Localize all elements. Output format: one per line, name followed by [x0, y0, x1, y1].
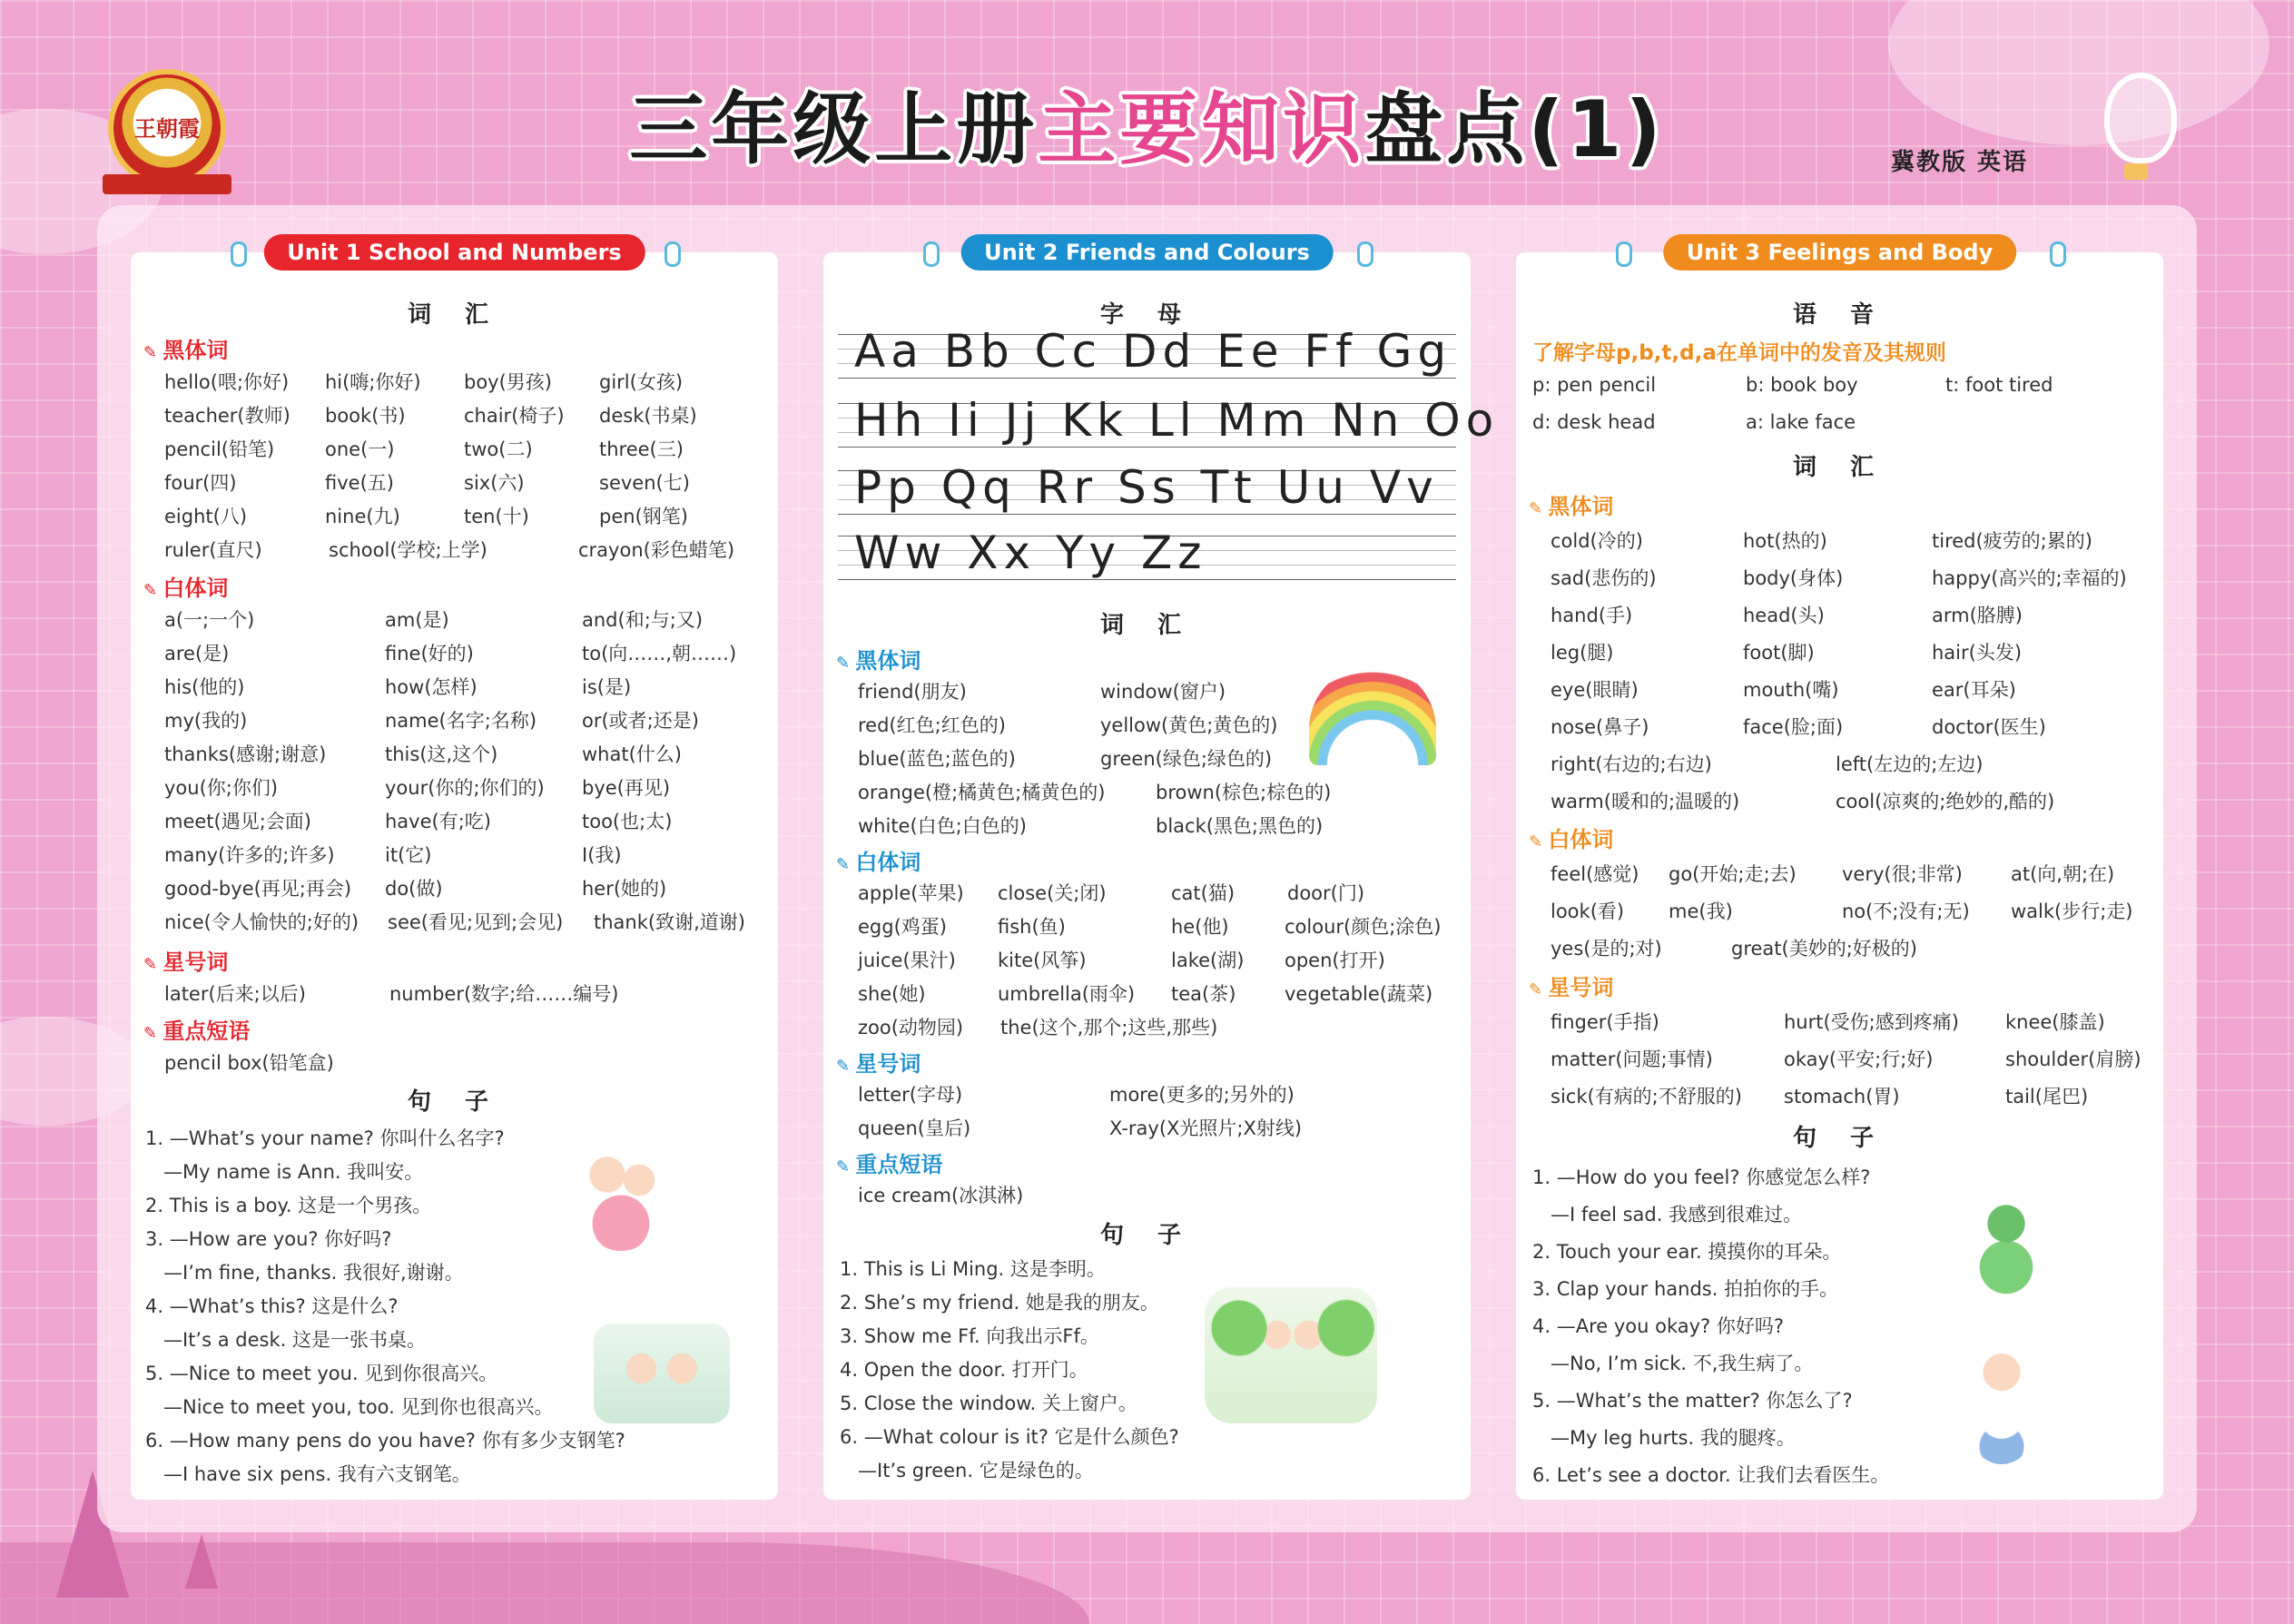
word: very(很;非常): [1842, 863, 1963, 885]
word: mouth(嘴): [1743, 679, 1839, 701]
sentence: 2. Touch your ear. 摸摸你的耳朵。: [1532, 1241, 1842, 1263]
word: arm(胳膊): [1932, 605, 2023, 626]
subsection-white: ✎ 白体词: [1529, 822, 1613, 853]
word: a(一;一个): [164, 609, 255, 631]
word: the(这个,那个;这些,那些): [1000, 1017, 1218, 1038]
tree-decoration-small: [185, 1534, 218, 1589]
word: blue(蓝色;蓝色的): [858, 748, 1016, 770]
ring-icon: [1616, 241, 1632, 267]
word: left(左边的;左边): [1836, 753, 1984, 775]
phrase: pencil box(铅笔盒): [164, 1052, 334, 1074]
word: eye(眼睛): [1551, 679, 1639, 701]
word: at(向,朝;在): [2011, 863, 2115, 885]
unit-1-panel: [131, 240, 778, 1500]
girls-illustration: [576, 1142, 666, 1251]
phonics-item: d: desk head: [1532, 411, 1656, 433]
word: cool(凉爽的;绝妙的,酷的): [1836, 791, 2055, 812]
sentence: 2. She’s my friend. 她是我的朋友。: [840, 1292, 1159, 1314]
word: ear(耳朵): [1932, 679, 2016, 701]
word: boy(男孩): [464, 371, 552, 393]
sentence: —It’s green. 它是绿色的。: [858, 1460, 1094, 1481]
word: open(打开): [1285, 950, 1385, 971]
word: tail(尾巴): [2005, 1086, 2089, 1107]
section-sentences: 句 子: [1792, 1125, 1887, 1152]
word: how(怎样): [385, 676, 478, 698]
word: desk(书桌): [599, 405, 697, 427]
word: see(看见;见到;会见): [388, 911, 564, 933]
hill-decoration: [0, 1542, 1089, 1624]
sentence: 6. —How many pens do you have? 你有多少支钢笔?: [145, 1430, 625, 1452]
word: walk(步行;走): [2011, 901, 2133, 922]
alphabet-row: Aa Bb Cc Dd Ee Ff Gg: [854, 325, 1452, 378]
word: white(白色;白色的): [858, 815, 1027, 837]
word: vegetable(蔬菜): [1285, 983, 1433, 1005]
word: look(看): [1551, 901, 1625, 922]
sentence: —I’m fine, thanks. 我很好,谢谢。: [163, 1262, 464, 1284]
word: he(他): [1171, 916, 1229, 938]
word: orange(橙;橘黄色;橘黄色的): [858, 782, 1106, 803]
word: school(学校;上学): [329, 539, 487, 561]
sentence: 5. Close the window. 关上窗户。: [840, 1393, 1137, 1414]
sentence: 2. This is a boy. 这是一个男孩。: [145, 1195, 432, 1216]
word: thanks(感谢;谢意): [164, 743, 327, 765]
word: more(更多的;另外的): [1109, 1084, 1295, 1106]
word: matter(问题;事情): [1551, 1048, 1713, 1070]
sentence: —My name is Ann. 我叫安。: [163, 1161, 424, 1183]
logo-text: 王朝霞: [134, 115, 200, 142]
word: face(脸;面): [1743, 716, 1844, 738]
word: X-ray(X光照片;X射线): [1109, 1117, 1303, 1139]
word: window(窗户): [1100, 681, 1226, 703]
rainbow-illustration: [1309, 665, 1436, 765]
ring-icon: [231, 241, 247, 267]
word: five(五): [325, 472, 394, 494]
sentence: 4. Open the door. 打开门。: [840, 1359, 1088, 1381]
word: two(二): [464, 438, 533, 460]
word: cold(冷的): [1551, 530, 1643, 552]
alphabet-row: Pp Qq Rr Ss Tt Uu Vv: [854, 461, 1439, 514]
word: hello(喂;你好): [164, 371, 290, 393]
title-part-1: 三年级上册: [629, 84, 1039, 175]
word: cat(猫): [1171, 882, 1236, 904]
word: this(这,这个): [385, 743, 498, 765]
unit-2-panel: [823, 240, 1500, 1500]
word: is(是): [582, 676, 632, 698]
section-phonics: 语 音: [1792, 301, 1887, 329]
subsection-phrase: ✎ 重点短语: [836, 1147, 942, 1178]
sentence: 3. —How are you? 你好吗?: [145, 1228, 392, 1250]
word: happy(高兴的;幸福的): [1932, 567, 2127, 589]
word: many(许多的;许多): [164, 844, 335, 866]
word: me(我): [1669, 901, 1733, 922]
sentence: —Nice to meet you, too. 见到你也很高兴。: [163, 1396, 554, 1418]
phrase: ice cream(冰淇淋): [858, 1185, 1024, 1206]
sentence: —I have six pens. 我有六支钢笔。: [163, 1463, 471, 1485]
section-alphabet: 字 母: [1099, 301, 1195, 329]
word: ruler(直尺): [164, 539, 262, 561]
word: too(也;太): [582, 811, 673, 832]
word: thank(致谢,道谢): [594, 911, 745, 933]
word: and(和;与;又): [582, 609, 704, 631]
sentence: 6. Let’s see a doctor. 让我们去看医生。: [1532, 1464, 1890, 1486]
word: her(她的): [582, 878, 667, 900]
sentence: 5. —What’s the matter? 你怎么了?: [1532, 1390, 1853, 1412]
unit-1-tag: Unit 1 School and Numbers: [263, 234, 645, 271]
word: meet(遇见;会面): [164, 811, 311, 832]
subsection-bold: ✎ 黑体词: [143, 332, 228, 364]
word: queen(皇后): [858, 1117, 971, 1139]
word: body(身体): [1743, 567, 1844, 589]
word: doctor(医生): [1932, 716, 2046, 738]
word: fine(好的): [385, 643, 474, 664]
word: girl(女孩): [599, 371, 684, 393]
word: juice(果汁): [858, 950, 956, 971]
word: sad(悲伤的): [1551, 567, 1657, 589]
word: letter(字母): [858, 1084, 963, 1106]
word: foot(脚): [1743, 642, 1815, 664]
word: teacher(教师): [164, 405, 290, 427]
word: door(门): [1287, 882, 1365, 904]
word: my(我的): [164, 710, 248, 732]
word: warm(暖和的;温暖的): [1551, 791, 1740, 812]
logo-ribbon: [103, 174, 231, 194]
word: three(三): [599, 438, 684, 460]
word: tea(茶): [1171, 983, 1236, 1005]
sentence: —My leg hurts. 我的腿疼。: [1551, 1427, 1796, 1449]
word: it(它): [385, 844, 432, 866]
sentence: —No, I’m sick. 不,我生病了。: [1551, 1353, 1814, 1374]
word: or(或者;还是): [582, 710, 699, 732]
edition-label: 冀教版 英语: [1891, 149, 2029, 176]
friends-illustration: [1205, 1287, 1377, 1423]
word: black(黑色;黑色的): [1156, 815, 1324, 837]
word: yes(是的;对): [1551, 938, 1662, 960]
word: colour(颜色;涂色): [1285, 916, 1442, 938]
word: stomach(胃): [1784, 1086, 1900, 1107]
word: friend(朋友): [858, 681, 967, 703]
word: his(他的): [164, 676, 245, 698]
word: tired(疲劳的;累的): [1932, 530, 2092, 552]
word: hurt(受伤;感到疼痛): [1784, 1011, 1959, 1033]
word: green(绿色;绿色的): [1100, 748, 1273, 770]
word: four(四): [164, 472, 237, 494]
word: hair(头发): [1932, 642, 2023, 664]
word: sick(有病的;不舒服的): [1551, 1086, 1742, 1107]
balloon-icon: [2104, 73, 2177, 163]
word: okay(平安;行;好): [1784, 1048, 1934, 1070]
phonics-item: p: pen pencil: [1532, 374, 1657, 396]
word: pencil(铅笔): [164, 438, 275, 460]
phonics-item: t: foot tired: [1945, 374, 2053, 396]
word: nine(九): [325, 506, 400, 527]
sentence: 1. This is Li Ming. 这是李明。: [840, 1258, 1106, 1280]
word: great(美妙的;好极的): [1731, 938, 1917, 960]
word: red(红色;红色的): [858, 714, 1006, 736]
word: to(向……,朝……): [582, 643, 737, 664]
word: no(不;没有;无): [1842, 901, 1970, 922]
word: hi(嗨;你好): [325, 371, 421, 393]
word: nose(鼻子): [1551, 716, 1649, 738]
unit-3-panel: [1516, 240, 2163, 1500]
sentence: 3. Clap your hands. 拍拍你的手。: [1532, 1278, 1839, 1300]
subsection-white: ✎ 白体词: [836, 844, 921, 876]
word: egg(鸡蛋): [858, 916, 947, 938]
word: your(你的;你们的): [385, 777, 545, 799]
sentence: 1. —What’s your name? 你叫什么名字?: [145, 1127, 505, 1149]
ring-icon: [2050, 241, 2066, 267]
word: name(名字;名称): [385, 710, 537, 732]
word: knee(膝盖): [2005, 1011, 2105, 1033]
sentence: 3. Show me Ff. 向我出示Ff。: [840, 1325, 1099, 1347]
title-part-3: 盘点(1): [1364, 84, 1665, 175]
subsection-star: ✎ 星号词: [143, 944, 228, 976]
phonics-item: b: book boy: [1746, 374, 1858, 396]
sentence: 4. —What’s this? 这是什么?: [145, 1295, 399, 1317]
word: nice(令人愉快的;好的): [164, 911, 359, 933]
ring-icon: [1357, 241, 1373, 267]
word: finger(手指): [1551, 1011, 1659, 1033]
phonics-title: 了解字母p,b,t,d,a在单词中的发音及其规则: [1532, 341, 1946, 365]
word: ten(十): [464, 506, 529, 527]
word: feel(感觉): [1551, 863, 1639, 885]
word: kite(风筝): [998, 950, 1087, 971]
word: head(头): [1743, 605, 1825, 626]
word: later(后来;以后): [164, 983, 306, 1005]
sentence: 6. —What colour is it? 它是什么颜色?: [840, 1426, 1179, 1448]
word: book(书): [325, 405, 406, 427]
word: do(做): [385, 878, 443, 900]
word: what(什么): [582, 743, 682, 765]
word: eight(八): [164, 506, 248, 527]
word: she(她): [858, 983, 926, 1005]
word: right(右边的;右边): [1551, 753, 1712, 775]
balloon-basket: [2124, 163, 2148, 180]
kids-illustration: [594, 1324, 730, 1423]
word: apple(苹果): [858, 882, 964, 904]
word: you(你;你们): [164, 777, 279, 799]
subsection-phrase: ✎ 重点短语: [143, 1013, 250, 1045]
word: one(一): [325, 438, 395, 460]
dinosaur-illustration: [1965, 1196, 2047, 1305]
word: shoulder(肩膀): [2005, 1048, 2141, 1070]
word: pen(钢笔): [599, 506, 688, 527]
section-sentences: 句 子: [407, 1088, 502, 1116]
ring-icon: [665, 241, 681, 267]
subsection-white: ✎ 白体词: [143, 570, 228, 602]
word: are(是): [164, 643, 230, 664]
subsection-star: ✎ 星号词: [836, 1046, 921, 1078]
word: chair(椅子): [464, 405, 565, 427]
sick-boy-illustration: [1961, 1346, 2043, 1464]
word: have(有;吃): [385, 811, 491, 832]
word: umbrella(雨伞): [998, 983, 1136, 1005]
phonics-item: a: lake face: [1746, 411, 1856, 433]
section-vocab: 词 汇: [407, 301, 502, 329]
word: fish(鱼): [998, 916, 1066, 938]
ring-icon: [923, 241, 940, 267]
word: hand(手): [1551, 605, 1633, 626]
word: lake(湖): [1171, 950, 1245, 971]
sentence: 5. —Nice to meet you. 见到你很高兴。: [145, 1363, 498, 1384]
word: number(数字;给……编号): [389, 983, 619, 1005]
alphabet-row: Hh Ii Jj Kk Ll Mm Nn Oo: [854, 394, 1500, 447]
word: seven(七): [599, 472, 690, 494]
word: crayon(彩色蜡笔): [578, 539, 735, 561]
sentence: —I feel sad. 我感到很难过。: [1551, 1204, 1803, 1225]
subsection-bold: ✎ 黑体词: [1529, 488, 1613, 520]
word: close(关;闭): [998, 882, 1107, 904]
subsection-star: ✎ 星号词: [1529, 969, 1613, 1001]
title-part-2: 主要知识: [1038, 84, 1365, 175]
section-sentences: 句 子: [1099, 1222, 1195, 1249]
word: good-bye(再见;再会): [164, 878, 352, 900]
word: six(六): [464, 472, 525, 494]
word: zoo(动物园): [858, 1017, 964, 1038]
word: bye(再见): [582, 777, 671, 799]
word: yellow(黄色;黄色的): [1100, 714, 1278, 736]
word: hot(热的): [1743, 530, 1827, 552]
alphabet-row: Ww Xx Yy Zz: [854, 527, 1207, 579]
unit-3-tag: Unit 3 Feelings and Body: [1663, 234, 2016, 271]
word: leg(腿): [1551, 642, 1614, 664]
sentence: 1. —How do you feel? 你感觉怎么样?: [1532, 1166, 1871, 1188]
subsection-bold: ✎ 黑体词: [836, 643, 921, 674]
word: I(我): [582, 844, 622, 866]
unit-2-tag: Unit 2 Friends and Colours: [960, 234, 1334, 271]
section-vocab: 词 汇: [1792, 454, 1887, 481]
word: brown(棕色;棕色的): [1156, 782, 1332, 803]
word: go(开始;走;去): [1669, 863, 1797, 885]
section-vocab: 词 汇: [1099, 612, 1195, 639]
word: am(是): [385, 609, 449, 631]
sentence: —It’s a desk. 这是一张书桌。: [163, 1329, 426, 1351]
sentence: 4. —Are you okay? 你好吗?: [1532, 1315, 1785, 1337]
